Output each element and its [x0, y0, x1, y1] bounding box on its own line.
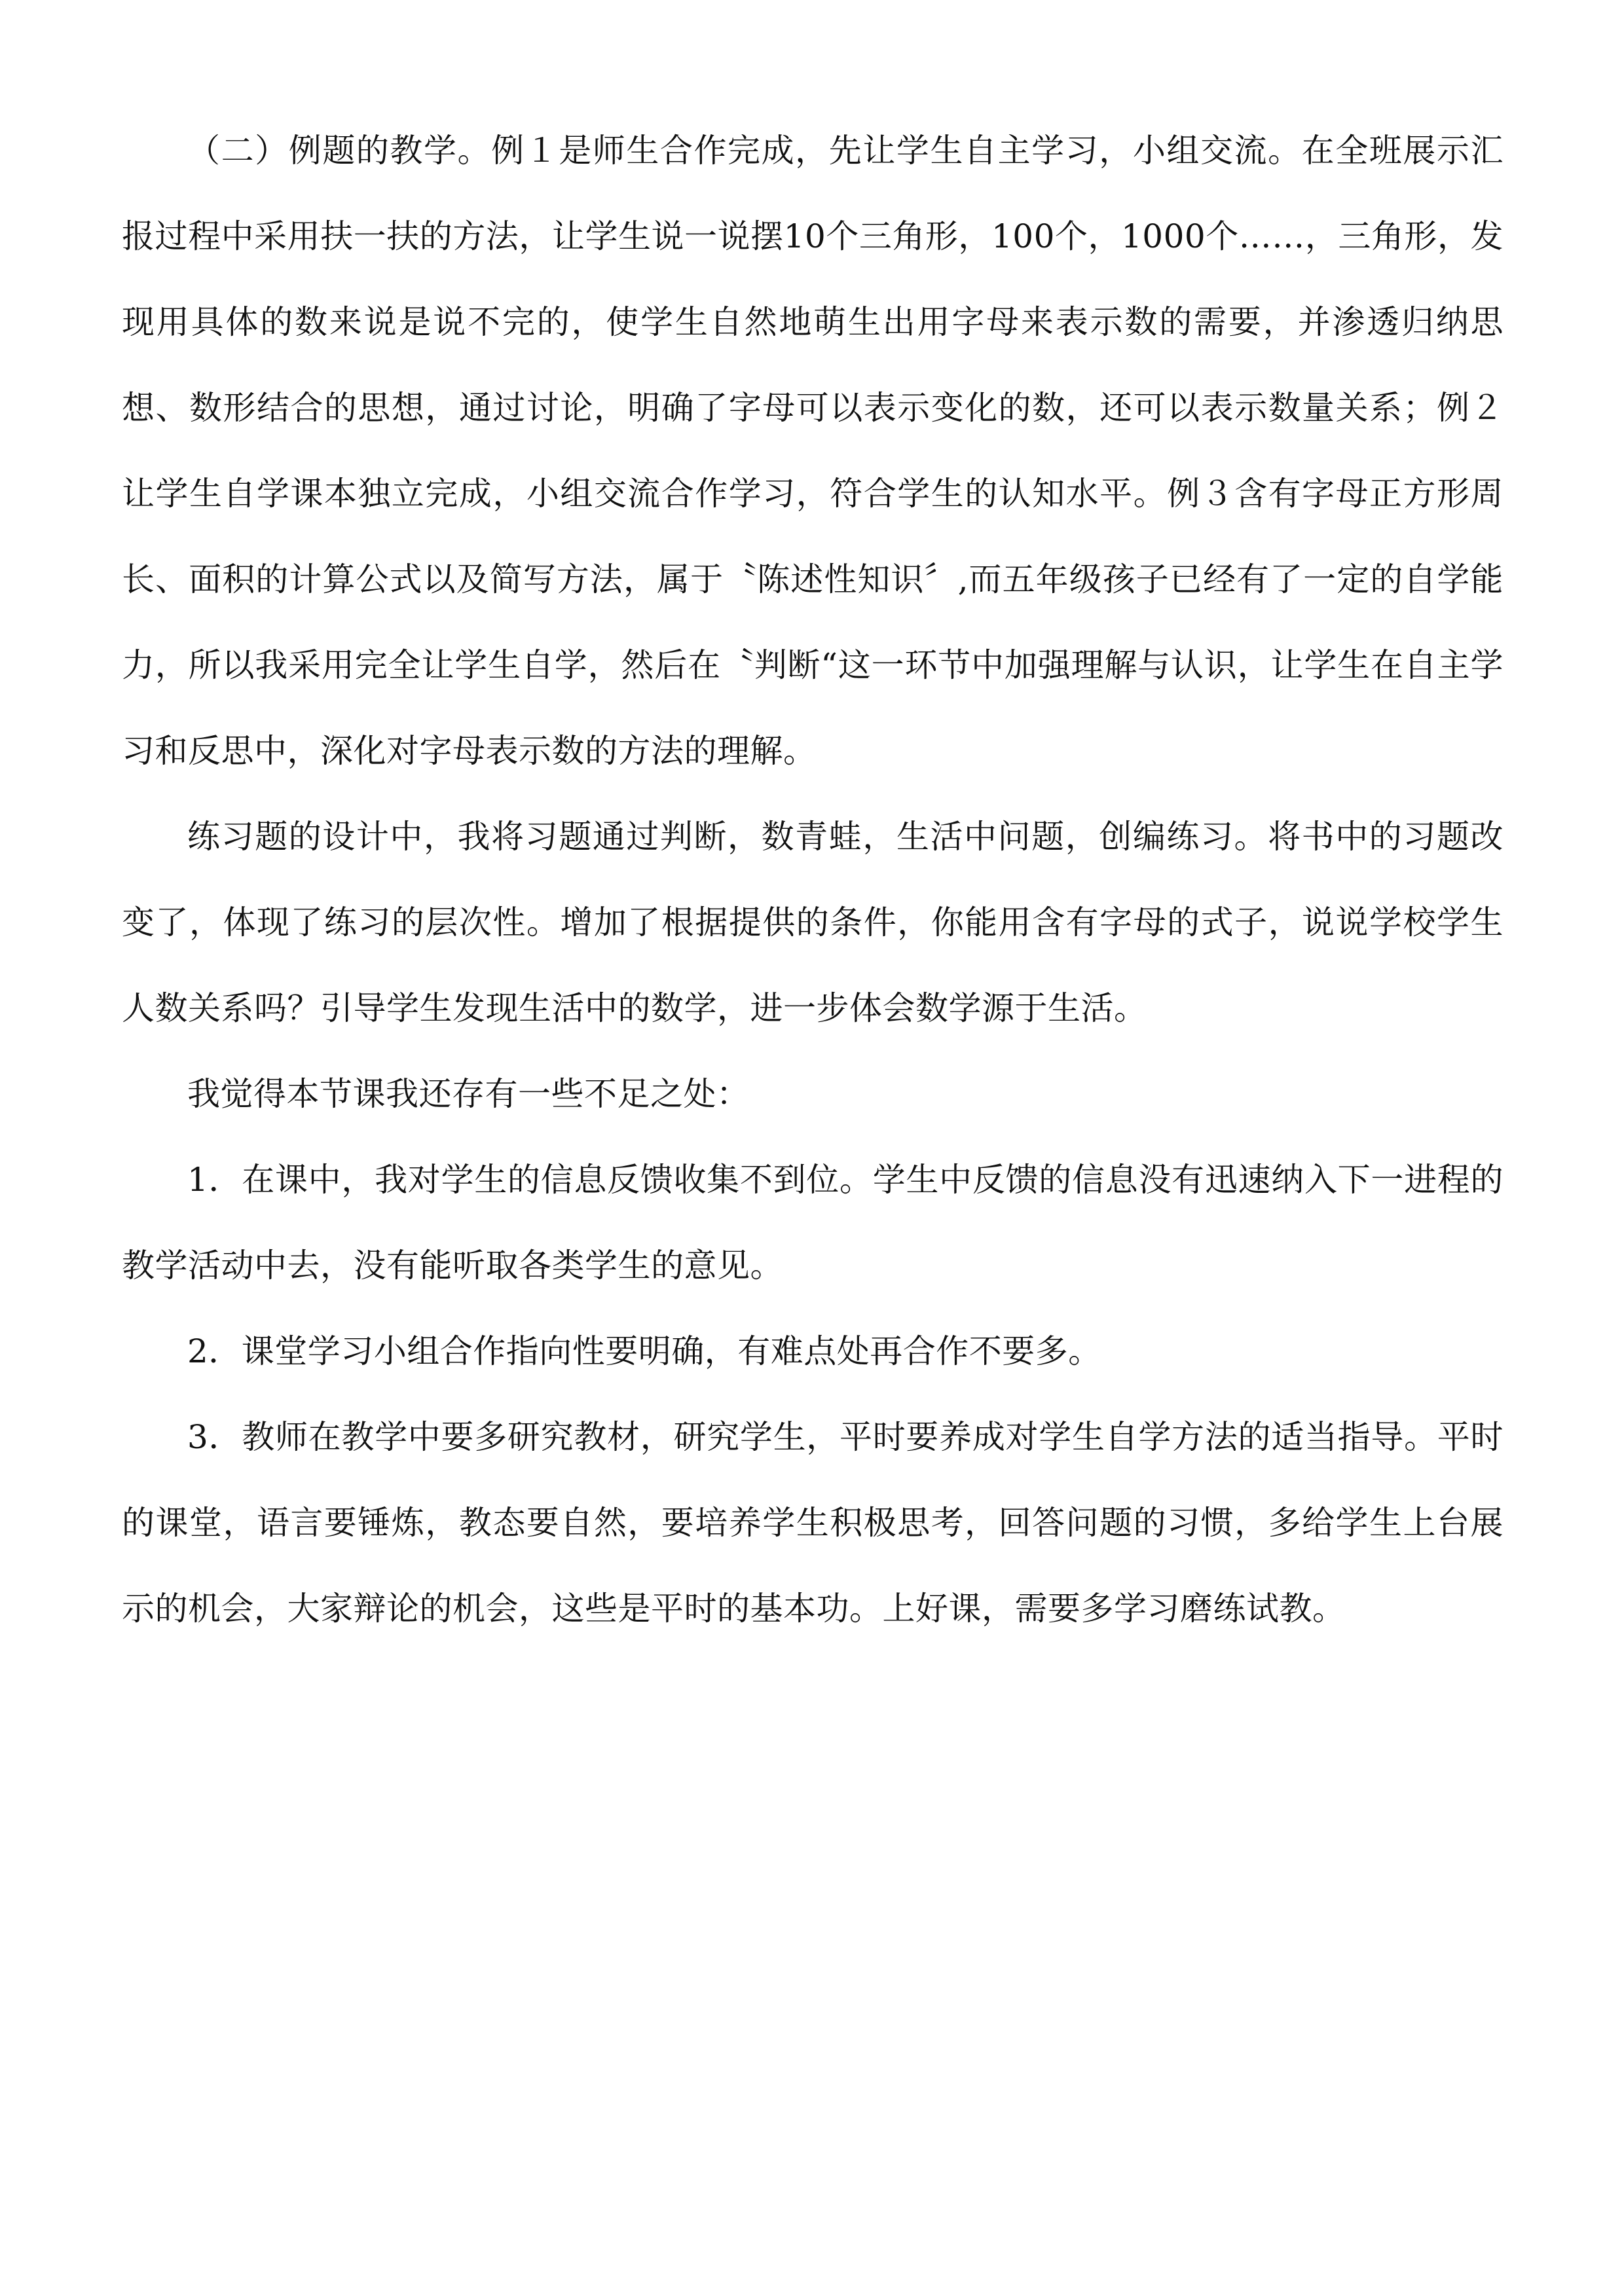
paragraph-exercise-design: 练习题的设计中，我将习题通过判断，数青蛙，生活中问题，创编练习。将书中的习题改变了，体现了练习的层次性。增加了根据提供的条件，你能用含有字母的式子，说说学校学生人数关系吗？引导学生发现生活中的数学，进一步体会数学源于生活。	[122, 818, 1504, 1027]
paragraph-shortcomings-intro: 我觉得本节课我还存有一些不足之处：	[187, 1075, 750, 1113]
paragraph-shortcoming-3: 3．教师在教学中要多研究教材，研究学生，平时要养成对学生自学方法的适当指导。平时的课堂，语言要锤炼，教态要自然，要培养学生积极思考，回答问题的习惯，多给学生上台展示的机会，大家辩论的机会，这些是平时的基本功。上好课，需要多学习磨练试教。	[122, 1418, 1504, 1628]
paragraph-example-teaching: （二）例题的教学。例１是师生合作完成，先让学生自主学习，小组交流。在全班展示汇报过程中采用扶一扶的方法，让学生说一说摆10个三角形，100个，1000个……，三角形，发现用具体的数来说是说不完的，使学生自然地萌生出用字母来表示数的需要，并渗透归纳思想、数形结合的思想，通过讨论，明确了字母可以表示变化的数，还可以表示数量关系；例２让学生自学课本独立完成，小组交流合作学习，符合学生的认知水平。例３含有字母正方形周长、面积的计算公式以及简写方法，属于〝陈述性知识〞,而五年级孩子已经有了一定的自学能力，所以我采用完全让学生自学，然后在〝判断“这一环节中加强理解与认识，让学生在自主学习和反思中，深化对字母表示数的方法的理解。	[122, 132, 1504, 770]
paragraph-shortcoming-2: 2．课堂学习小组合作指向性要明确，有难点处再合作不要多。	[187, 1332, 1101, 1370]
document-body	[122, 108, 1504, 1652]
paragraph-shortcoming-1: 1．在课中，我对学生的信息反馈收集不到位。学生中反馈的信息没有迅速纳入下一进程的教学活动中去，没有能听取各类学生的意见。	[122, 1161, 1504, 1285]
